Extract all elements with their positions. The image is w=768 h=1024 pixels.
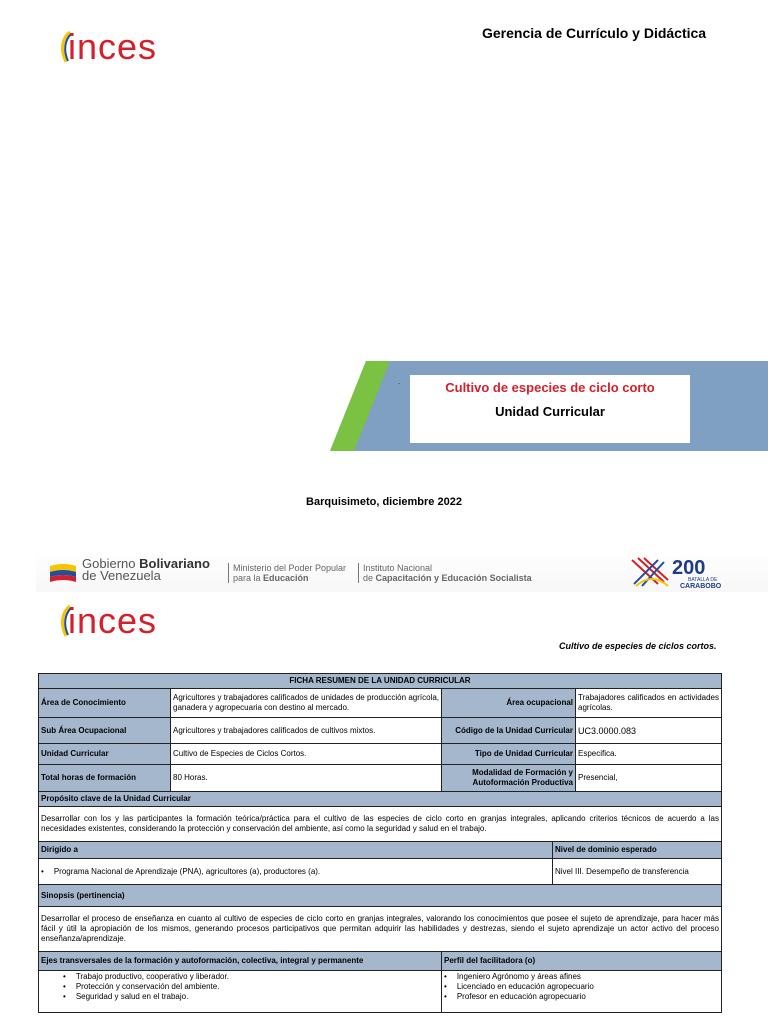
title-box [410, 375, 690, 443]
nivel-label: Nivel de dominio esperado [553, 842, 722, 859]
area-conocimiento-value: Agricultores y trabajadores calificados de unidades de producción agrícola, ganadera y agropecuaria con destino al mercado. [171, 689, 442, 718]
svg-text:200: 200 [672, 557, 706, 579]
ficha-title: FICHA RESUMEN DE LA UNIDAD CURRICULAR [39, 674, 722, 689]
horas-value: 80 Horas. [171, 765, 442, 792]
government-header [36, 548, 768, 592]
nivel-value: Nivel III. Desempeño de transferencia [553, 859, 722, 885]
bicentenario-carabobo-icon [628, 552, 728, 590]
tipo-value: Especifica. [576, 744, 722, 765]
place-date: Barquisimeto, diciembre 2022 [306, 496, 462, 508]
svg-text:CARABOBO: CARABOBO [680, 583, 722, 590]
svg-text:BATALLA DE: BATALLA DE [688, 577, 718, 583]
inces-logo-page2 [58, 600, 198, 648]
instituto-text: Instituto Nacional de Capacitación y Educación Socialista [358, 563, 532, 583]
sub-area-label: Sub Área Ocupacional [39, 718, 171, 744]
modalidad-label: Modalidad de Formación y Autoformación Productiva [442, 765, 576, 792]
horas-label: Total horas de formación [39, 765, 171, 792]
list-item: • Protección y conservación del ambiente. [41, 982, 439, 992]
list-item: • Trabajo productivo, cooperativo y liberador. [41, 972, 439, 982]
codigo-label: Código de la Unidad Curricular [442, 718, 576, 744]
dirigido-value [39, 859, 553, 885]
proposito-label: Propósito clave de la Unidad Curricular [39, 792, 722, 807]
ejes-list [39, 971, 442, 1013]
gobierno-text: Gobierno Bolivariano de Venezuela [82, 556, 210, 583]
cover-banner: . Cultivo de especies de ciclo corto Unidad Curricular [330, 361, 768, 451]
perfil-list [442, 971, 722, 1013]
area-ocupacional-value: Trabajadores calificados en actividades agrícolas. [576, 689, 722, 718]
tipo-label: Tipo de Unidad Curricular [442, 744, 576, 765]
area-conocimiento-label: Área de Conocimiento [39, 689, 171, 718]
unidad-value: Cultivo de Especies de Ciclos Cortos. [171, 744, 442, 765]
course-subtitle: Unidad Curricular [495, 404, 605, 419]
sinopsis-value: Desarrollar el proceso de enseñanza en cuanto al cultivo de especies de ciclo corto en granjas integrales, valorando los conocimientos que posee el sujeto de aprendizaje, para hacer más fácil y útil la apropiación de los mismos, generando procesos participativos que permitan adquirir las habilidades y destrezas, siendo el sujeto aprendizaje un actor activo del proceso enseñanza/aprendizaje. [39, 907, 722, 952]
venezuela-flag-icon [48, 562, 78, 584]
area-ocupacional-label: Área ocupacional [442, 689, 576, 718]
list-item: • Programa Nacional de Aprendizaje (PNA), agricultores (a), productores (a). [41, 867, 550, 877]
sub-area-value: Agricultores y trabajadores calificados de cultivos mixtos. [171, 718, 442, 744]
ejes-label: Ejes transversales de la formación y autoformación, colectiva, integral y permanente [39, 952, 442, 971]
department-title: Gerencia de Currículo y Didáctica [482, 25, 707, 41]
list-item: • Seguridad y salud en el trabajo. [41, 992, 439, 1002]
sinopsis-label: Sinopsis (pertinencia) [39, 885, 722, 907]
unidad-label: Unidad Curricular [39, 744, 171, 765]
course-running-title: Cultivo de especies de ciclos cortos. [559, 641, 717, 651]
ficha-resumen-table [38, 673, 722, 1013]
ministerio-text: Ministerio del Poder Popular para la Educación [228, 563, 346, 583]
list-item: • Ingeniero Agrónomo y áreas afines [444, 972, 719, 982]
inces-logo [58, 26, 198, 74]
list-item: • Profesor en educación agropecuario [444, 992, 719, 1002]
logo-text: inces [68, 26, 158, 67]
perfil-label: Perfil del facilitadora (o) [442, 952, 722, 971]
dirigido-label: Dirigido a [39, 842, 553, 859]
codigo-value: UC3.0000.083 [576, 718, 722, 744]
course-title: Cultivo de especies de ciclo corto [445, 380, 655, 395]
proposito-value: Desarrollar con los y las participantes la formación teórica/práctica para el cultivo de las especies de ciclo corto en granjas integrales, aplicando criterios técnicos de acuerdo a las necesidades existentes, considerando la protección y conservación del ambiente, así como la seguridad y salud en el trabajo. [39, 807, 722, 842]
modalidad-value: Presencial, [576, 765, 722, 792]
list-item: • Licenciado en educación agropecuario [444, 982, 719, 992]
logo-text: inces [68, 600, 158, 641]
